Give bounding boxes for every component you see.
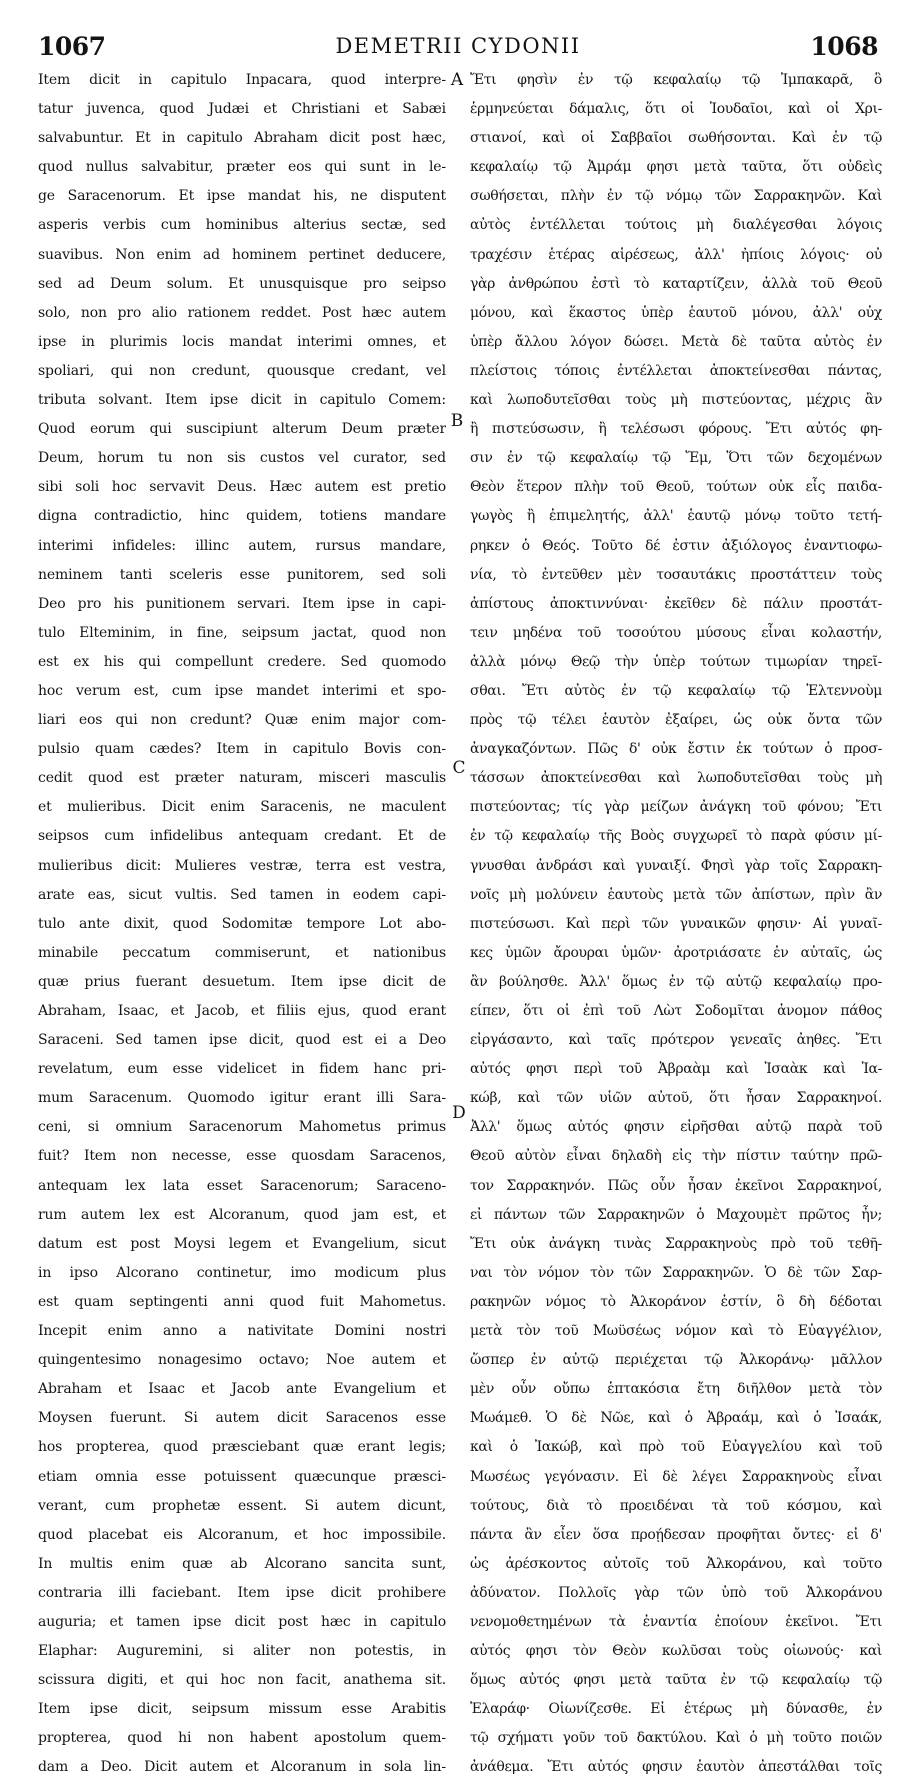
greek-text-line: ὥσπερ ἐν αὐτῷ περιέχεται τῷ Ἀλκοράνῳ· μᾶλλον (470, 1352, 882, 1369)
latin-text-line: Incepit enim anno a nativitate Domini nostri (38, 1323, 446, 1340)
latin-text-line: sibi soli hoc servavit Deus. Hæc autem est pretio (38, 479, 446, 496)
greek-text-line: αὐτός φησι τὸν Θεὸν κωλῦσαι τοὺς οἰωνούς· καὶ (470, 1643, 882, 1660)
greek-text-line: Ἔτι φησὶν ἐν τῷ κεφαλαίῳ τῷ Ἰμπακαρᾶ, ὃ (470, 72, 882, 88)
latin-text-line: Item ipse dicit, seipsum missum esse Arabitis (38, 1701, 446, 1718)
greek-text-line: πρὸς τῷ τέλει ἑαυτὸν ἐξαίρει, ὡς οὐκ ὄντα τῶν (470, 712, 882, 729)
latin-text-line: minabile peccatum commiserunt, et nationibus (38, 944, 446, 961)
greek-text-line: κες ὑμῶν ἄρουραι ὑμῶν· ἀροτριάσατε ἐν αὐταῖς, ὡς (470, 944, 882, 961)
greek-text-line: ἀνάθεμα. Ἔτι αὐτός φησιν ἑαυτὸν ἀπεστάλθαι τοῖς (470, 1759, 882, 1776)
latin-text-line: est quam septingenti anni quod fuit Mahometus. (38, 1293, 446, 1310)
greek-text-line: νία, τὸ ἐντεῦθεν μὲν τοσαυτάκις προστάττειν τοὺς (470, 566, 882, 583)
greek-text-line: γὰρ ἀνθρώπου ἐστὶ τὸ καταρτίζειν, ἀλλὰ τοῦ Θεοῦ (470, 275, 882, 292)
page-header (0, 30, 916, 64)
latin-text-line: scissura digiti, et qui hoc non facit, anathema sit. (38, 1672, 446, 1689)
latin-text-line: digna contradictio, hinc quidem, totiens mandare (38, 508, 446, 525)
greek-text-line: ἂν βούλησθε. Ἀλλ' ὅμως ἐν τῷ αὐτῷ κεφαλαίῳ προ- (470, 973, 882, 990)
latin-text-line: quod nullus salvabitur, præter eos qui sunt in le- (38, 159, 446, 176)
greek-text-line: ἀναγκαζόντων. Πῶς δ' οὐκ ἔστιν ἐκ τούτων ὁ προσ- (470, 741, 882, 758)
greek-text-line: γνυσθαι ἀνδράσι καὶ γυναιξί. Φησὶ γὰρ τοῖς Σαρρακη- (470, 857, 882, 874)
greek-text-line: ἀδύνατον. Πολλοῖς γὰρ τῶν ὑπὸ τοῦ Ἀλκοράνου (470, 1584, 882, 1601)
greek-text-line: Ἀλλ' ὅμως αὐτός φησιν εἰρῆσθαι αὐτῷ παρὰ τοῦ (470, 1119, 882, 1136)
latin-text-line: etiam omnia esse potuissent quæcunque præsci- (38, 1468, 446, 1485)
section-marker-a: A (450, 70, 464, 90)
latin-text-line: revelatum, eum esse videlicet in fidem hanc pri- (38, 1061, 446, 1078)
latin-text-line: Quod eorum qui suscipiunt alterum Deum præter (38, 421, 446, 438)
greek-text-line: ἀπίστους ἀποκτιννύναι· ἐκεῖθεν δὲ πάλιν προστάτ- (470, 595, 882, 612)
latin-text-line: tulo Elteminim, in fine, seipsum jactat, quod non (38, 624, 446, 641)
greek-text-line: είπεν, ὅτι οἱ ἐπὶ τοῦ Λὼτ Σοδομῖται ἀνομον πάθος (470, 1003, 882, 1019)
latin-text-line: datum est post Moysi legem et Evangelium, sicut (38, 1235, 446, 1252)
greek-text-line: τον Σαρρακηνόν. Πῶς οὖν ἦσαν ἐκεῖνοι Σαρρακηνοί, (470, 1177, 882, 1194)
latin-text-line: neminem tanti sceleris esse punitorem, sed soli (38, 566, 446, 583)
latin-text-line: Abraham, Isaac, et Jacob, et filiis ejus, quod erant (38, 1003, 446, 1019)
greek-text-line: πιστεύσωσι. Καὶ περὶ τῶν γυναικῶν φησιν· Αἱ γυναῖ- (470, 915, 882, 932)
latin-text-line: auguria; et tamen ipse dicit post hæc in capitulo (38, 1613, 446, 1630)
latin-text-line: seipsos cum infidelibus antequam credant. Et de (38, 828, 446, 845)
latin-text-line: hoc verum est, cum ipse mandet interimi et spo- (38, 682, 446, 699)
greek-text-line: αὐτός φησι περὶ τοῦ Ἀβραὰμ καὶ Ἰσαὰκ καὶ Ἰα- (470, 1061, 882, 1078)
latin-text-line: pulsio quam cædes? Item in capitulo Bovis con- (38, 741, 446, 758)
latin-text-line: mulieribus dicit: Mulieres vestræ, terra est vestra, (38, 857, 446, 874)
greek-text-line: πιστεύοντας; τίς γὰρ μείζων ἀνάγκη τοῦ φόνου; Ἔτι (470, 799, 882, 816)
latin-text-line: tributa solvant. Item ipse dicit in capitulo Comem: (38, 392, 446, 409)
latin-text-line: solo, non pro alio rationem reddet. Post hæc autem (38, 304, 446, 321)
latin-text-line: verant, cum prophetæ essent. Si autem dicunt, (38, 1497, 446, 1514)
latin-text-line: dam a Deo. Dicit autem et Alcoranum in sola lin- (38, 1759, 446, 1776)
latin-text-line: tatur juvenca, quod Judæi et Christiani et Sabæi (38, 101, 446, 118)
greek-text-line: Θεὸν ἕτερον πλὴν τοῦ Θεοῦ, τούτων οὐκ εἶς παιδα- (470, 479, 882, 496)
greek-text-line: ἀλλὰ μόνῳ Θεῷ τὴν ὑπὲρ τούτων τιμωρίαν τηρεῖ- (470, 653, 882, 670)
greek-text-line: εἰργάσαντο, καὶ ταῖς πρότερον γενεαῖς ἀηθες. Ἔτι (470, 1032, 882, 1049)
latin-text-line: est ex his qui compellunt credere. Sed quomodo (38, 653, 446, 670)
greek-text-line: σιν ἐν τῷ κεφαλαίῳ τῷ Ἔμ, Ὅτι τῶν δεχομένων (470, 450, 882, 467)
greek-text-line: ὑπὲρ ἄλλου λόγον δώσει. Μετὰ δὲ ταῦτα αὐτὸς ἐν (470, 333, 882, 350)
latin-text-line: salvabuntur. Et in capitulo Abraham dicit post hæc, (38, 130, 446, 147)
latin-text-line: quod placebat eis Alcoranum, et hoc impossibile. (38, 1526, 446, 1543)
greek-text-line: Μωάμεθ. Ὁ δὲ Νῶε, καὶ ὁ Ἀβραάμ, καὶ ὁ Ἰσαάκ, (470, 1410, 882, 1427)
greek-text-line: ρηκεν ὁ Θεός. Τοῦτο δέ ἐστιν ἀξιόλογος ἐναντιοφω- (470, 537, 882, 554)
latin-text-line: spoliari, qui non credunt, quousque credant, vel (38, 362, 446, 379)
latin-text-line: Abraham et Isaac et Jacob ante Evangelium et (38, 1381, 446, 1398)
greek-text-line: Ἔτι οὐκ ἀνάγκη τινὰς Σαρρακηνοὺς πρὸ τοῦ τεθῆ- (470, 1235, 882, 1252)
latin-text-line: mum Saracenum. Quomodo igitur erant illi Sara- (38, 1090, 446, 1107)
latin-text-line: In multis enim quæ ab Alcorano sancita sunt, (38, 1555, 446, 1572)
latin-text-line: Saraceni. Sed tamen ipse dicit, quod est ei a Deo (38, 1032, 446, 1049)
greek-text-line: πλείστοις τόποις ἐντέλλεται ἀποκτείνεσθαι πάντας, (470, 362, 882, 379)
greek-text-line: στιανοί, καὶ οἱ Σαββαῖοι σωθήσονται. Καὶ ἐν τῷ (470, 130, 882, 147)
latin-text-line: Elaphar: Auguremini, si aliter non potestis, in (38, 1643, 446, 1660)
latin-text-line: fuit? Item non necesse, esse quosdam Saracenos, (38, 1148, 446, 1165)
latin-text-line: in ipso Alcorano continetur, imo modicum plus (38, 1264, 446, 1281)
greek-text-line: αὐτὸς ἐντέλλεται τούτοις μὴ διαλέγεσθαι λόγοις (470, 217, 882, 234)
greek-text-line: ναι τὸν νόμον τὸν τῶν Σαρρακηνῶν. Ὁ δὲ τῶν Σαρ- (470, 1264, 882, 1281)
greek-text-line: τραχέσιν ἑτέρας αἱρέσεως, ἀλλ' ἠπίοις λόγοις· οὐ (470, 246, 882, 263)
latin-text-line: liari eos qui non credunt? Quæ enim major com- (38, 712, 446, 729)
latin-text-line: asperis verbis cum hominibus alterius sectæ, sed (38, 217, 446, 234)
greek-text-line: ὡς ἀρέσκοντος αὐτοῖς τοῦ Ἀλκοράνου, καὶ τοῦτο (470, 1555, 882, 1572)
greek-text-line: μὲν οὖν οὔπω ἑπτακόσια ἔτη διῆλθον μετὰ τὸν (470, 1381, 882, 1398)
latin-text-line: contraria illi faciebant. Item ipse dicit prohibere (38, 1584, 446, 1601)
greek-text-line: καὶ λωποδυτεῖσθαι τοὺς μὴ πιστεύοντας, μέχρις ἂν (470, 392, 882, 409)
greek-text-line: κώβ, καὶ τῶν υἱῶν αὐτοῦ, ὅτι ἦσαν Σαρρακηνοί. (470, 1090, 882, 1107)
greek-text-line: σθαι. Ἔτι αὐτὸς ἐν τῷ κεφαλαίῳ τῷ Ἐλτεννοὺμ (470, 682, 882, 699)
greek-text-line: ὅμως αὐτός φησι μετὰ ταῦτα ἐν τῷ κεφαλαίῳ τῷ (470, 1672, 882, 1689)
latin-text-line: arate eas, sicut vultis. Sed tamen in eodem capi- (38, 886, 446, 903)
greek-text-line: τούτους, διὰ τὸ προειδέναι τὰ τοῦ κόσμου, καὶ (470, 1497, 882, 1514)
section-marker-c: C (452, 758, 466, 778)
greek-text-line: ἐν τῷ κεφαλαίῳ τῆς Βοὸς συγχωρεῖ τὸ παρὰ φύσιν μί- (470, 828, 882, 845)
page-number-right: 1068 (810, 32, 878, 61)
latin-text-line: et mulieribus. Dicit enim Saracenis, ne maculent (38, 799, 446, 816)
greek-text-line: ἢ πιστεύσωσιν, ἢ τελέσωσι φόρους. Ἔτι αὐτός φη- (470, 421, 882, 438)
section-marker-b: B (450, 411, 464, 431)
latin-text-line: Item dicit in capitulo Inpacara, quod interpre- (38, 72, 446, 88)
latin-text-line: interimi infideles: illinc autem, rursus mandare, (38, 537, 446, 554)
greek-text-line: ἑρμηνεύεται δάμαλις, ὅτι οἱ Ἰουδαῖοι, καὶ οἱ Χρι- (470, 101, 882, 118)
latin-text-line: suavibus. Non enim ad hominem pertinet deducere, (38, 246, 446, 263)
latin-text-line: tulo ante dixit, quod Sodomitæ tempore Lot abo- (38, 915, 446, 932)
greek-text-line: ρακηνῶν νόμος τὸ Ἀλκοράνον ἐστίν, ὃ δὴ δέδοται (470, 1293, 882, 1310)
greek-text-line: καὶ ὁ Ἰακώβ, καὶ πρὸ τοῦ Εὐαγγελίου καὶ τοῦ (470, 1439, 882, 1456)
greek-text-line: τειν μηδένα τοῦ τοσούτου μύσους εἶναι κολαστήν, (470, 624, 882, 641)
latin-text-line: Deum, horum tu non sis custos vel curator, sed (38, 450, 446, 467)
greek-text-line: κεφαλαίῳ τῷ Ἀμράμ φησι μετὰ ταῦτα, ὅτι οὐδεὶς (470, 159, 882, 176)
latin-text-line: Deo pro his punitionem servari. Item ipse in capi- (38, 595, 446, 612)
greek-text-line: τάσσων ἀποκτείνεσθαι καὶ λωποδυτεῖσθαι τοὺς μὴ (470, 770, 882, 787)
greek-text-line: νοῖς μὴ μολύνειν ἑαυτοὺς μετὰ τῶν ἀπίστων, πρὶν ἂν (470, 886, 882, 903)
latin-text-line: quæ prius fuerant desuetum. Item ipse dicit de (38, 973, 446, 990)
latin-text-line: rum autem lex est Alcoranum, quod jam est, et (38, 1206, 446, 1223)
greek-text-line: νενομοθετημένων τὰ ἐναντία ἐποίουν ἐκεῖνοι. Ἔτι (470, 1613, 882, 1630)
greek-text-line: εἰ πάντων τῶν Σαρρακηνῶν ὁ Μαχουμὲτ πρῶτος ἦν; (470, 1206, 882, 1223)
greek-text-line: σωθήσεται, πλὴν ἐν τῷ νόμῳ τῶν Σαρρακηνῶν. Καὶ (470, 188, 882, 205)
latin-text-line: cedit quod est præter naturam, misceri masculis (38, 770, 446, 787)
page-number-left: 1067 (38, 32, 106, 61)
running-title: DEMETRII CYDONII (335, 34, 581, 58)
greek-text-line: τῷ σχήματι γοῦν τοῦ δακτύλου. Καὶ ὁ μὴ τοῦτο ποιῶν (470, 1730, 882, 1747)
latin-text-line: ge Saracenorum. Et ipse mandat his, ne disputent (38, 188, 446, 205)
greek-text-line: γωγὸς ἢ ἐπιμελητής, ἀλλ' ἑαυτῷ μόνῳ τοῦτο τετή- (470, 508, 882, 525)
latin-text-line: hos propterea, quod præsciebant quæ erant legis; (38, 1439, 446, 1456)
greek-column (470, 66, 882, 1783)
greek-text-line: μόνου, καὶ ἕκαστος ὑπὲρ ἑαυτοῦ μόνου, ἀλλ' οὐχ (470, 304, 882, 321)
latin-text-line: propterea, quod hi non habent apostolum quem- (38, 1730, 446, 1747)
latin-text-line: quingentesimo nonagesimo octavo; Noe autem et (38, 1352, 446, 1369)
latin-text-line: antequam lex lata esset Saracenorum; Saraceno- (38, 1177, 446, 1194)
greek-text-line: Θεοῦ αὐτὸν εἶναι δηλαδὴ εἰς τὴν πίστιν ταύτην πρῶ- (470, 1148, 882, 1165)
greek-text-line: Μωσέως γεγόνασιν. Εἰ δὲ λέγει Σαρρακηνοὺς εἶναι (470, 1468, 882, 1485)
latin-text-line: ceni, si omnium Saracenorum Mahometus primus (38, 1119, 446, 1136)
latin-column (38, 66, 446, 1783)
greek-text-line: Ἐλαράφ· Οἰωνίζεσθε. Εἰ ἑτέρως μὴ δύνασθε, ἐν (470, 1701, 882, 1718)
latin-text-line: ipse in plurimis locis mandat interimi omnes, et (38, 333, 446, 350)
latin-text-line: Moysen fuerunt. Si autem dicit Saracenos esse (38, 1410, 446, 1427)
latin-text-line: sed ad Deum solum. Et unusquisque pro seipso (38, 275, 446, 292)
greek-text-line: πάντα ἂν εἶεν ὅσα προῄδεσαν προφῆται ὄντες· εἰ δ' (470, 1526, 882, 1543)
greek-text-line: μετὰ τὸν τοῦ Μωϋσέως νόμον καὶ τὸ Εὐαγγέλιον, (470, 1323, 882, 1340)
section-marker-d: D (452, 1103, 466, 1123)
